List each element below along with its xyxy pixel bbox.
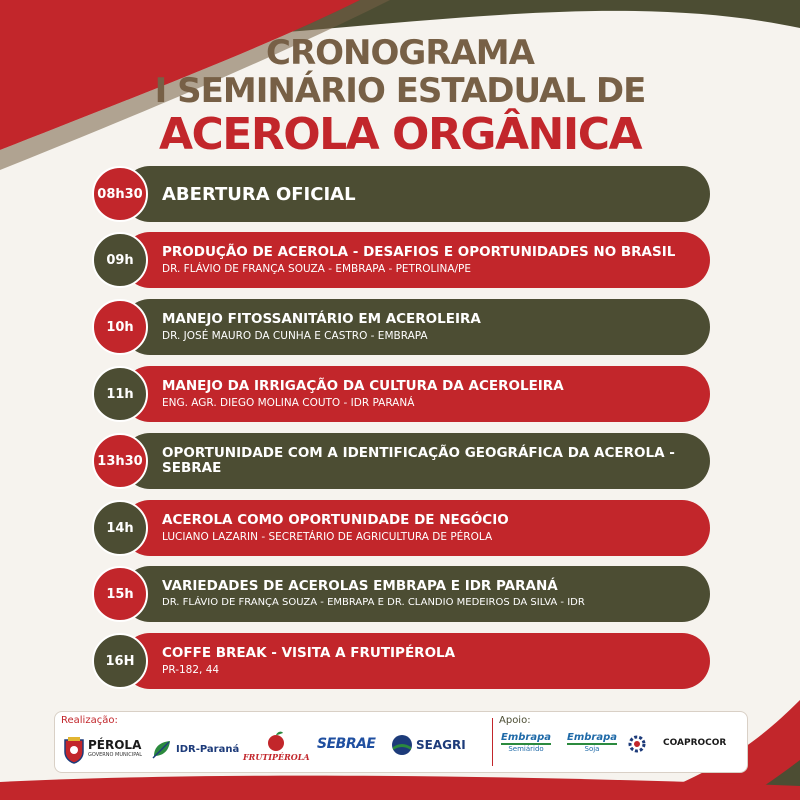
idr-parana-logo: IDR-Paraná	[151, 738, 239, 760]
header-line-1: CRONOGRAMA	[266, 33, 534, 73]
time-badge: 13h30	[92, 433, 148, 489]
coaprocor-logo: COAPROCOR	[663, 738, 727, 748]
session-title: MANEJO FITOSSANITÁRIO EM ACEROLEIRA	[162, 310, 481, 327]
session-location: PR-182, 44	[162, 663, 220, 676]
schedule-item	[92, 500, 710, 556]
time-badge: 11h	[92, 366, 148, 422]
seagri-emblem-icon	[391, 734, 413, 756]
session-speaker: DR. JOSÉ MAURO DA CUNHA E CASTRO - EMBRAPA	[162, 329, 428, 342]
session-title: PRODUÇÃO DE ACEROLA - DESAFIOS E OPORTUNIDADES NO BRASIL	[162, 243, 676, 260]
session-title: OPORTUNIDADE COM A IDENTIFICAÇÃO GEOGRÁFICA DA ACEROLA - SEBRAE	[162, 445, 675, 476]
frutiperola-logo: FRUTIPÉROLA	[243, 730, 310, 762]
footer-divider	[492, 718, 493, 766]
sebrae-logo: SEBRAE	[317, 736, 376, 752]
realizacao-label: Realização:	[61, 715, 118, 726]
sponsors-footer	[54, 711, 748, 773]
embrapa-semiarido-logo: Embrapa Semiárido	[501, 732, 551, 753]
schedule-item	[92, 299, 710, 355]
schedule-item	[92, 433, 710, 489]
session-title: ACEROLA COMO OPORTUNIDADE DE NEGÓCIO	[162, 511, 509, 528]
perola-logo: PÉROLA GOVERNO MUNICIPAL	[63, 736, 142, 764]
gear-icon	[627, 734, 647, 754]
time-badge: 14h	[92, 500, 148, 556]
session-title: VARIEDADES DE ACEROLAS EMBRAPA E IDR PARANÁ	[162, 577, 558, 594]
coat-of-arms-icon	[63, 736, 85, 764]
session-speaker: LUCIANO LAZARIN - SECRETÁRIO DE AGRICULTURA DE PÉROLA	[162, 530, 493, 543]
time-badge: 08h30	[92, 166, 148, 222]
session-title: MANEJO DA IRRIGAÇÃO DA CULTURA DA ACEROLEIRA	[162, 377, 564, 394]
session-title: COFFE BREAK - VISITA A FRUTIPÉROLA	[162, 644, 456, 661]
session-speaker: DR. FLÁVIO DE FRANÇA SOUZA - EMBRAPA - PETROLINA/PE	[162, 262, 472, 275]
time-badge: 16H	[92, 633, 148, 689]
gear-emblem-logo	[627, 734, 647, 754]
header-line-2: I SEMINÁRIO ESTADUAL DE	[154, 71, 646, 111]
seagri-logo: SEAGRI	[391, 734, 466, 756]
time-badge: 09h	[92, 232, 148, 288]
embrapa-soja-logo: Embrapa Soja	[567, 732, 617, 753]
fruit-icon	[265, 730, 287, 752]
schedule-item	[92, 566, 710, 622]
session-title: ABERTURA OFICIAL	[162, 183, 356, 205]
header-line-3: ACEROLA ORGÂNICA	[158, 109, 642, 160]
schedule-item	[92, 232, 710, 288]
schedule-item	[92, 166, 710, 222]
idr-leaf-icon	[151, 738, 173, 760]
session-speaker: ENG. AGR. DIEGO MOLINA COUTO - IDR PARANÁ	[162, 396, 415, 409]
time-badge: 10h	[92, 299, 148, 355]
schedule-item	[92, 633, 710, 689]
apoio-label: Apoio:	[499, 715, 531, 726]
time-badge: 15h	[92, 566, 148, 622]
schedule-item	[92, 366, 710, 422]
session-speaker: DR. FLÁVIO DE FRANÇA SOUZA - EMBRAPA E DR. CLANDIO MEDEIROS DA SILVA - IDR	[162, 596, 585, 608]
